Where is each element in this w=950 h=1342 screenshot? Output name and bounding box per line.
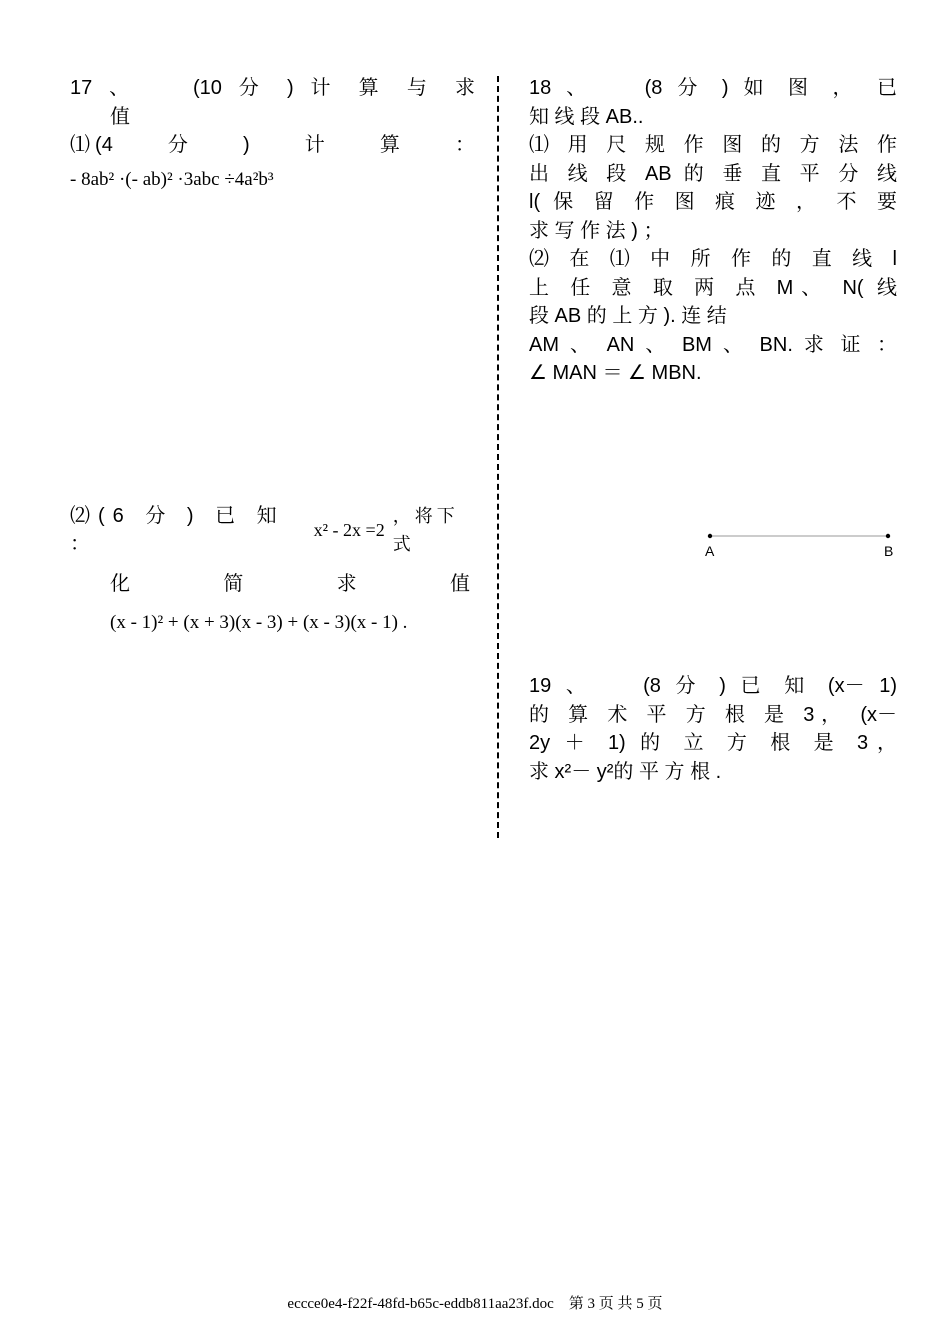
q17-title-cont: 值 <box>110 105 130 128</box>
q18-line: 求 写 作 法 ) ； <box>529 219 664 242</box>
q18-line: 上 任 意 取 两 点 M、 N( 线 <box>529 276 897 299</box>
q18-line: 知 线 段 AB.. <box>529 105 644 128</box>
q17-title: 17 、 (10 分 ) 计 算 与 求 <box>70 77 475 99</box>
q18-line: 段 AB 的 上 方 ). 连 结 <box>529 305 727 327</box>
column-divider <box>497 76 499 838</box>
question-17 <box>70 74 475 194</box>
segment-ab-figure <box>707 530 892 560</box>
q19-line: 的 算 术 平 方 根 是 3， (x－ <box>529 703 897 726</box>
question-18 <box>529 74 897 388</box>
q18-line: ⑵ 在 ⑴ 中 所 作 的 直 线 l <box>529 248 897 270</box>
q18-line: 18 、 (8 分 ) 如 图 ， 已 <box>529 77 897 99</box>
q18-line: 出 线 段 AB 的 垂 直 平 分 线 <box>529 162 897 185</box>
q17-part2-condition: x² - 2x =2 <box>313 520 385 540</box>
q19-line: 求 x²－ y²的 平 方 根 . <box>529 760 722 783</box>
point-a-dot <box>708 534 712 538</box>
q18-line: ⑴ 用 尺 规 作 图 的 方 法 作 <box>529 134 897 156</box>
question-17-part2 <box>70 502 475 637</box>
question-19 <box>529 672 897 786</box>
q17-part2-tail: ，将下式 <box>392 506 459 554</box>
q18-line: l( 保 留 作 图 痕 迹 ， 不 要 <box>529 191 897 213</box>
point-a-label: A <box>705 543 715 559</box>
point-b-label: B <box>884 543 894 559</box>
q19-line: 2y ＋ 1) 的 立 方 根 是 3， <box>529 732 897 754</box>
q18-line: AM 、 AN 、 BM 、 BN. 求 证 ： <box>529 333 897 356</box>
point-b-dot <box>886 534 890 538</box>
q17-part2-label: ⑵(6 分 ) 已 知 ： <box>70 505 285 555</box>
page-footer: eccce0e4-f22f-48fd-b65c-eddb811aa23f.doc 第 3 页 共 5 页 <box>287 1296 663 1312</box>
q17-part1-expression: - 8ab² ·(- ab)² ·3abc ÷4a²b³ <box>70 168 274 190</box>
q17-part2-expression: (x - 1)² + (x + 3)(x - 3) + (x - 3)(x - 1) . <box>110 611 408 633</box>
q17-part2-instruction: 化 简 求 值 <box>110 573 470 595</box>
q19-line: 19 、 (8 分 ) 已 知 (x－ 1) <box>529 675 897 697</box>
q17-part1-label: ⑴(4 分 ) 计 算 ： <box>70 134 475 156</box>
q18-line: ∠ MAN ＝ ∠ MBN. <box>529 362 702 384</box>
